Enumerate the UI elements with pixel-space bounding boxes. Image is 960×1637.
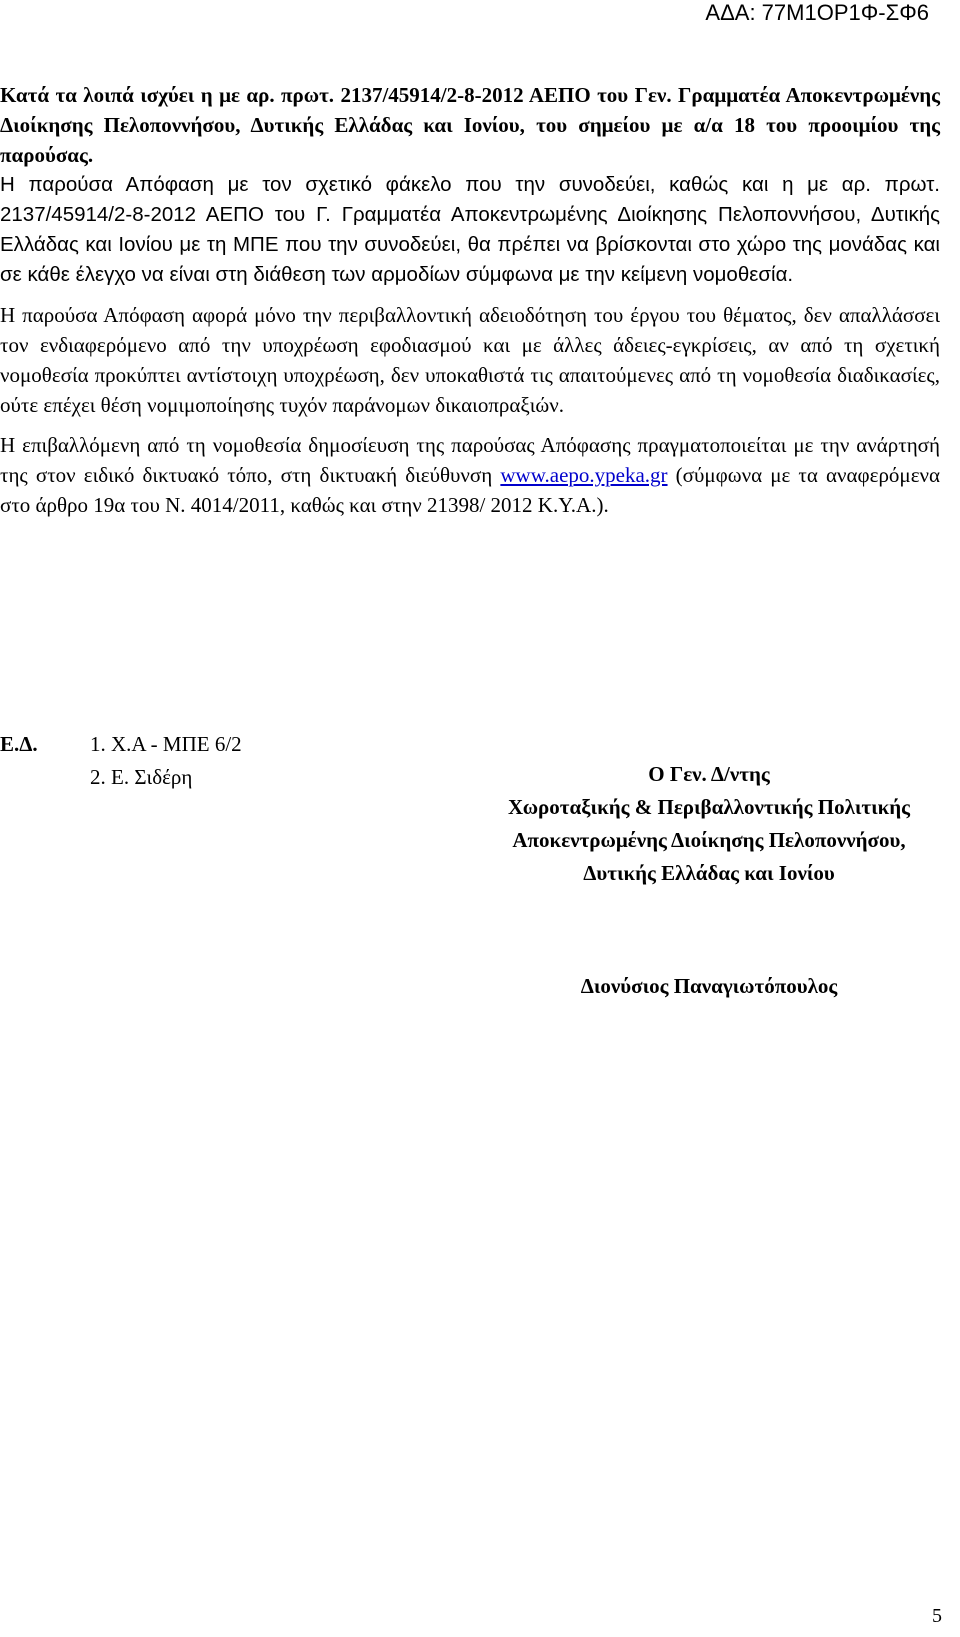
publication-text-end: (σύμφωνα με τα αναφερόμενα στο άρθρο 19α του Ν. 4014/2011, καθώς και στην 21398/ 2012 Κ.Υ.Α.). [0, 463, 941, 517]
signatory-title: Ο Γεν. Δ/ντης [648, 762, 770, 786]
signatory-region: Δυτικής Ελλάδας και Ιονίου [583, 861, 835, 885]
paragraph-scope-disclaimer: Η παρούσα Απόφαση αφορά μόνο την περιβαλλοντική αδειοδότηση του έργου του θέματος, δεν απαλλάσσει τον ενδιαφερόμενο από την υποχρέωση εφοδιασμού και με άλλες άδειες-εγκρίσεις, αν από τη σχετική νομοθεσία προκύπτει αντίστοιχη υποχρέωση, δεν υποκαθιστά τις απαιτούμενες από τη νομοθεσία διαδικασίες, ούτε επέχει θέση νομιμοποίησης τυχόν παράνομων δικαιοπραξιών. [0, 303, 940, 417]
distribution-label: Ε.Δ. [0, 732, 38, 756]
distribution-item: 1. Χ.Α - ΜΠΕ 6/2 [90, 732, 242, 756]
paragraph-file-availability: Η παρούσα Απόφαση με τον σχετικό φάκελο που την συνοδεύει, καθώς και η με αρ. πρωτ. 2137/45914/2-8-2012 ΑΕΠΟ του Γ. Γραμματέα Αποκεντρωμένης Διοίκησης Πελοποννήσου, Δυτικής Ελλάδας και Ιονίου με τη ΜΠΕ που την συνοδεύει, θα πρέπει να βρίσκονται στο χώρο της μονάδας και σε κάθε έλεγχο να είναι στη διάθεση των αρμοδίων σύμφωνα με την κείμενη νομοθεσία. [0, 173, 940, 286]
publication-text-start: Η επιβαλλόμενη από τη νομοθεσία δημοσίευση της παρούσας Απόφασης πραγματοποιείται με την ανάρτησή της στον ειδικό δικτυακό τόπο, στη δικτυακή διεύθυνση [0, 433, 940, 487]
paragraph-publication [0, 430, 940, 520]
document-body [0, 80, 940, 520]
signatory-administration: Αποκεντρωμένης Διοίκησης Πελοποννήσου, [512, 828, 906, 852]
ada-code: ΑΔΑ: 77Μ1ΟΡ1Φ-ΣΦ6 [705, 0, 929, 25]
distribution-item: 2. Ε. Σιδέρη [90, 765, 193, 789]
page-number: 5 [932, 1605, 942, 1627]
signatory-department: Χωροταξικής & Περιβαλλοντικής Πολιτικής [507, 795, 911, 819]
signature-block [478, 758, 940, 890]
aepo-website-link[interactable]: www.aepo.ypeka.gr [500, 463, 668, 487]
signatory-name: Διονύσιος Παναγιωτόπουλος [580, 974, 838, 998]
paragraph-validity-clause: Κατά τα λοιπά ισχύει η με αρ. πρωτ. 2137/45914/2-8-2012 ΑΕΠΟ του Γεν. Γραμματέα Αποκεντρωμένης Διοίκησης Πελοποννήσου, Δυτικής Ελλάδας και Ιονίου, του σημείου με α/α 18 του προοιμίου της παρούσας. [0, 83, 940, 167]
